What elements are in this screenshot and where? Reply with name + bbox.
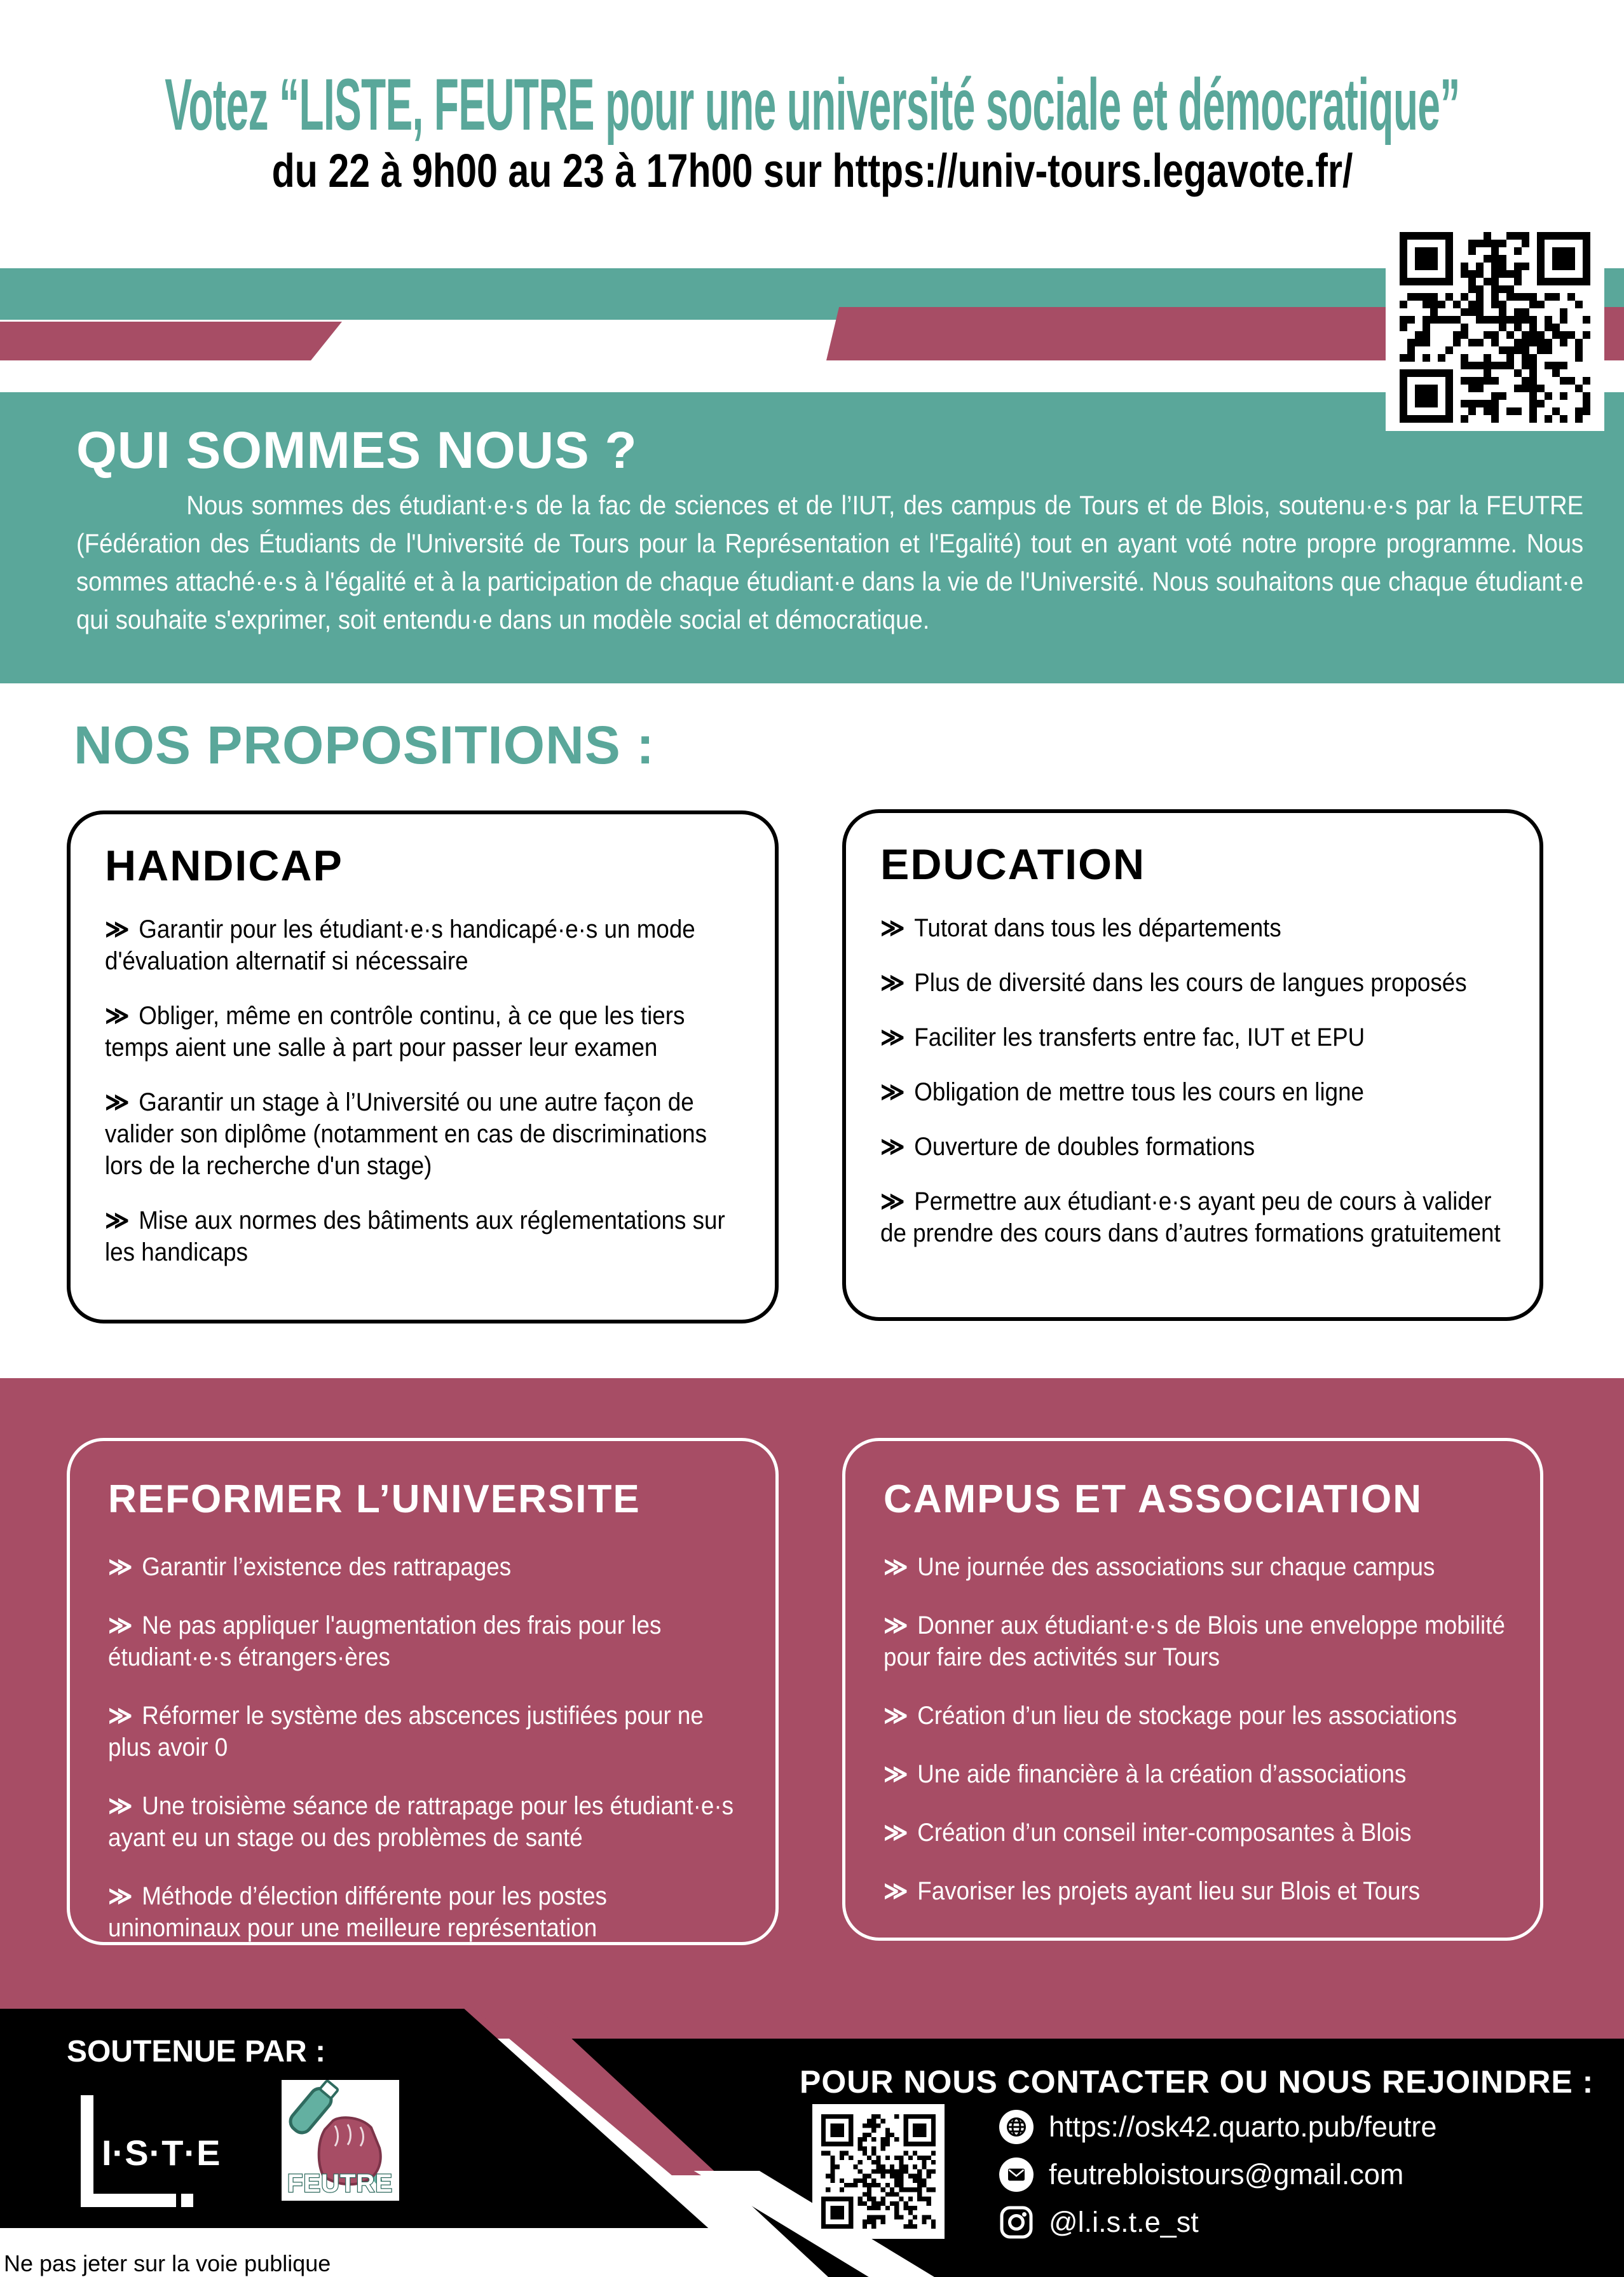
list-item: ≫ Garantir l’existence des rattrapages: [108, 1553, 512, 1581]
double-chevron-icon: ≫: [884, 1877, 908, 1905]
list-item: ≫ Permettre aux étudiant·e·s ayant peu de cours à valider de prendre des cours dans d’autres formations gratuitement: [880, 1187, 1501, 1247]
feutre-logo-graphic: [282, 2080, 399, 2201]
supported-by-label: SOUTENUE PAR :: [67, 2035, 326, 2068]
double-chevron-icon: ≫: [884, 1760, 908, 1788]
card-education: [842, 809, 1543, 1321]
double-chevron-icon: ≫: [105, 915, 130, 943]
list-item: ≫ Réformer le système des abscences justifiées pour ne plus avoir 0: [108, 1702, 704, 1761]
instagram-icon: [999, 2205, 1034, 2239]
qui-sommes-nous-paragraph: Nous sommes des étudiant·e·s de la fac de sciences et de l’IUT, des campus de Tours et de Blois, soutenu·e·s par la FEUTRE (Fédération des Étudiants de l'Université de Tours pour la Représentation et l'Egalité) tout en ayant voté notre propre programme. Nous sommes attaché·e·s à l'égalité et à la participation de chaque étudiant·e dans la vie de l'Université. Nous souhaitons que chaque étudiant·e qui souhaite s'exprimer, soit entendu·e dans un modèle social et démocratique.: [76, 490, 1584, 634]
double-chevron-icon: ≫: [884, 1819, 908, 1847]
qr-code-contact-pattern: [821, 2114, 936, 2229]
liste-logo-text: I·S·T·E: [102, 2133, 221, 2173]
double-chevron-icon: ≫: [884, 1553, 908, 1581]
contact-heading: POUR NOUS CONTACTER OU NOUS REJOINDRE :: [800, 2064, 1594, 2100]
card-handicap: [67, 810, 779, 1323]
website-link[interactable]: https://osk42.quarto.pub/feutre: [1049, 2110, 1437, 2143]
double-chevron-icon: ≫: [880, 969, 905, 997]
double-chevron-icon: ≫: [884, 1702, 908, 1730]
double-chevron-icon: ≫: [108, 1611, 133, 1639]
card-handicap-title: HANDICAP: [105, 842, 343, 890]
email-link[interactable]: feutrebloistours@gmail.com: [1049, 2158, 1404, 2191]
card-campus-association: [842, 1438, 1543, 1941]
list-item: ≫ Donner aux étudiant·e·s de Blois une enveloppe mobilité pour faire des activités sur Tours: [884, 1611, 1505, 1671]
list-item: ≫ Création d’un lieu de stockage pour les associations: [884, 1702, 1457, 1730]
double-chevron-icon: ≫: [880, 1023, 905, 1051]
maroon-stripe-left: [0, 322, 342, 360]
double-chevron-icon: ≫: [108, 1882, 133, 1910]
card-campus-title: CAMPUS ET ASSOCIATION: [884, 1477, 1423, 1521]
double-chevron-icon: ≫: [108, 1792, 133, 1820]
qui-sommes-nous-heading: QUI SOMMES NOUS ?: [76, 421, 638, 479]
list-item: ≫ Garantir un stage à l’Université ou une autre façon de valider son diplôme (notamment en cas de discriminations lors de la recherche d'un stage): [105, 1088, 707, 1180]
globe-icon: [999, 2110, 1034, 2144]
card-campus-list: [884, 1551, 1518, 1907]
double-chevron-icon: ≫: [880, 1078, 905, 1106]
list-item: ≫ Ne pas appliquer l'augmentation des frais pour les étudiant·e·s étrangers·ères: [108, 1611, 662, 1671]
card-education-title: EDUCATION: [880, 840, 1146, 889]
double-chevron-icon: ≫: [880, 1187, 905, 1215]
poster-subtitle: du 22 à 9h00 au 23 à 17h00 sur https://univ-tours.legavote.fr/: [271, 144, 1353, 197]
list-item: ≫ Une troisième séance de rattrapage pour les étudiant·e·s ayant eu un stage ou des problèmes de santé: [108, 1792, 734, 1852]
qr-code-vote: [1386, 224, 1604, 431]
double-chevron-icon: ≫: [105, 1002, 130, 1030]
double-chevron-icon: ≫: [880, 914, 905, 942]
double-chevron-icon: ≫: [880, 1133, 905, 1161]
list-item: ≫ Faciliter les transferts entre fac, IUT et EPU: [880, 1023, 1365, 1051]
list-item: ≫ Une aide financière à la création d’associations: [884, 1760, 1407, 1788]
liste-logo-horizontal-bar: [81, 2194, 176, 2207]
qui-sommes-nous-section: [0, 392, 1624, 683]
list-item: ≫ Favoriser les projets ayant lieu sur Blois et Tours: [884, 1877, 1421, 1905]
contact-row-email[interactable]: [999, 2157, 1436, 2192]
list-item: ≫ Obliger, même en contrôle continu, à ce que les tiers temps aient une salle à part pour passer leur examen: [105, 1002, 685, 1062]
card-reformer-list: [108, 1551, 742, 1944]
email-icon: [999, 2157, 1034, 2192]
poster-title: Votez “LISTE, FEUTRE pour une université sociale et démocratique”: [165, 64, 1460, 146]
disclaimer-text: Ne pas jeter sur la voie publique: [4, 2250, 331, 2276]
qr-code-vote-pattern: [1400, 232, 1590, 423]
list-item: ≫ Tutorat dans tous les départements: [880, 914, 1281, 942]
contact-list: [999, 2109, 1436, 2252]
double-chevron-icon: ≫: [884, 1611, 908, 1639]
list-item: ≫ Mise aux normes des bâtiments aux réglementations sur les handicaps: [105, 1207, 725, 1266]
list-item: ≫ Méthode d’élection différente pour les postes uninominaux pour une meilleure représentation: [108, 1882, 607, 1942]
liste-logo-dot: [181, 2194, 193, 2207]
contact-row-instagram[interactable]: [999, 2205, 1436, 2240]
propositions-heading: NOS PROPOSITIONS :: [74, 715, 655, 775]
list-item: ≫ Une journée des associations sur chaque campus: [884, 1553, 1435, 1581]
contact-row-website[interactable]: [999, 2109, 1436, 2145]
liste-logo-vertical-bar: [81, 2095, 93, 2207]
double-chevron-icon: ≫: [105, 1088, 130, 1116]
list-item: ≫ Création d’un conseil inter-composantes à Blois: [884, 1819, 1412, 1847]
list-item: ≫ Garantir pour les étudiant·e·s handicapé·e·s un mode d'évaluation alternatif si nécessaire: [105, 915, 695, 975]
list-item: ≫ Obligation de mettre tous les cours en ligne: [880, 1078, 1365, 1106]
list-item: ≫ Ouverture de doubles formations: [880, 1133, 1255, 1161]
double-chevron-icon: ≫: [105, 1207, 130, 1234]
liste-logo: [81, 2095, 221, 2211]
double-chevron-icon: ≫: [108, 1702, 133, 1730]
instagram-handle[interactable]: @l.i.s.t.e_st: [1049, 2206, 1199, 2238]
feutre-logo-text: FEUTRE: [287, 2170, 393, 2198]
double-chevron-icon: ≫: [108, 1553, 133, 1581]
card-reformer-universite: [67, 1438, 779, 1945]
list-item: ≫ Plus de diversité dans les cours de langues proposés: [880, 969, 1467, 997]
card-reformer-title: REFORMER L’UNIVERSITE: [108, 1477, 641, 1521]
card-education-list: [880, 912, 1515, 1249]
qr-code-contact: [812, 2104, 945, 2239]
card-handicap-list: [105, 913, 739, 1268]
feutre-logo: [282, 2080, 399, 2201]
